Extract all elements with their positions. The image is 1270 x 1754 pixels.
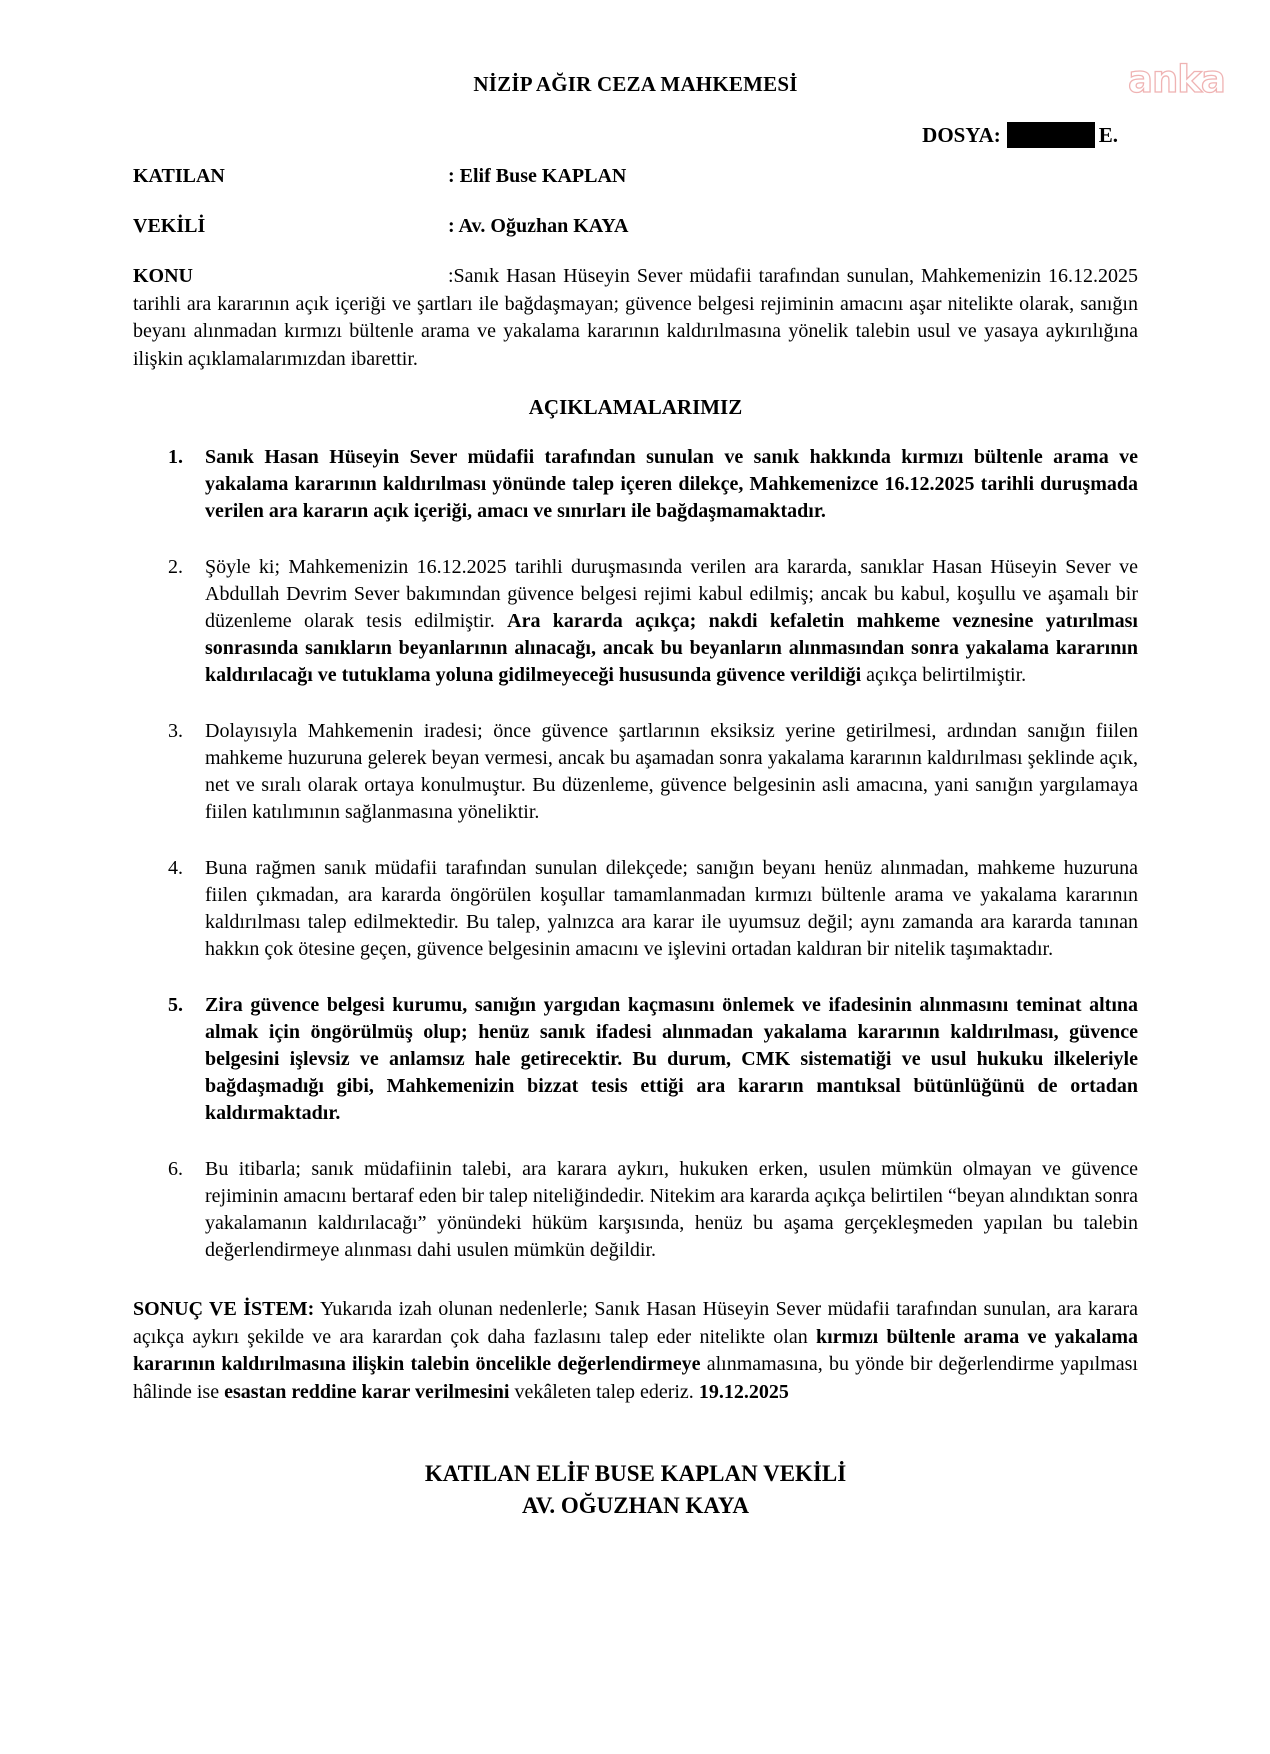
conclusion-paragraph: SONUÇ VE İSTEM: Yukarıda izah olunan nedenlerle; Sanık Hasan Hüseyin Sever müdafii tarafından sunulan, ara karara açıkça aykırı şekilde ve ara karardan çok daha fazlasını talep eder nitelikte olan kırmızı bültenle arama ve yakalama kararının kaldırılmasına ilişkin talebin öncelikle değerlendirmeye alınmamasına, bu yönde bir değerlendirme yapılması hâlinde ise esastan reddine karar verilmesini vekâleten talep ederiz. 19.12.2025	[133, 1298, 1139, 1403]
list-item-number: 6.	[168, 1158, 183, 1180]
list-item-number: 4.	[168, 857, 183, 879]
vekili-row	[133, 213, 1138, 240]
katilan-row	[133, 163, 1138, 190]
list-item-text: Zira güvence belgesi kurumu, sanığın yargıdan kaçmasını önlemek ve ifadesinin alınmasını teminat altına almak için öngörülmüş olup; henüz sanık ifadesi alınmadan yakalama kararının kaldırılması, güvence belgesini işlevsiz ve anlamsız hale getirecektir. Bu durum, CMK sistematiği ve usul hukuku ilkeleriyle bağdaşmadığı gibi, Mahkemenizin bizzat tesis ettiği ara kararın mantıksal bütünlüğünü de ortadan kaldırmaktadır.	[205, 994, 1138, 1124]
list-item-text: Bu itibarla; sanık müdafiinin talebi, ara karara aykırı, hukuken erken, usulen mümkün olmayan ve güvence rejiminin amacını bertaraf eden bir talep niteliğindedir. Nitekim ara kararda açıkça belirtilen “beyan alındıktan sonra yakalamanın kaldırılacağı” yönündeki hüküm karşısında, henüz bu aşama gerçekleşmeden yapılan bu talebin değerlendirmeye alınması dahi usulen mümkün değildir.	[205, 1158, 1138, 1261]
konu-label: KONU	[133, 265, 193, 287]
list-item-number: 5.	[168, 994, 183, 1016]
list-item-text: Sanık Hasan Hüseyin Sever müdafii tarafından sunulan ve sanık hakkında kırmızı bültenle arama ve yakalama kararının kaldırılması yönünde talep içeren dilekçe, Mahkemenizce 16.12.2025 tarihli duruşmada verilen ara kararın açık içeriği, amacı ve sınırları ile bağdaşmamaktadır.	[205, 446, 1138, 522]
list-item-number: 1.	[168, 446, 183, 468]
explanations-heading: AÇIKLAMALARIMIZ	[528, 395, 743, 419]
signature-line-2: AV. OĞUZHAN KAYA	[522, 1493, 749, 1518]
list-item-text: Buna rağmen sanık müdafii tarafından sunulan dilekçede; sanığın beyanı henüz alınmadan, mahkeme huzuruna fiilen çıkmadan, ara kararda öngörülen koşullar tamamlanmadan kırmızı bültenle arama ve yakalama kararının kaldırılması talep edilmektedir. Bu talep, yalnızca ara karar ile uyumsuz değil; aynı zamanda ara kararda tanınan hakkın çok ötesine geçen, güvence belgesinin amacını ve işlevini ortadan kaldıran bir nitelik taşımaktadır.	[205, 857, 1138, 960]
list-item-number: 2.	[168, 556, 183, 578]
case-number-line	[133, 121, 1138, 149]
explanation-list	[133, 444, 1138, 1264]
list-item	[133, 718, 1138, 826]
konu-value: :Sanık Hasan Hüseyin Sever müdafii tarafından sunulan, Mahkemenizin 16.12.2025 tarihli ara kararının açık içeriği ve şartları ile bağdaşmayan; güvence belgesi rejiminin amacını aşar nitelikte olarak, sanığın beyanı alınmadan kırmızı bültenle arama ve yakalama kararının kaldırılmasına yönelik talebin usul ve yasaya aykırılığına ilişkin açıklamalarımızdan ibarettir.	[133, 265, 1138, 370]
anka-watermark: anka	[1128, 58, 1225, 101]
court-title: NİZİP AĞIR CEZA MAHKEMESİ	[473, 72, 798, 96]
dosya-suffix: E.	[1098, 123, 1118, 147]
list-item-number: 3.	[168, 720, 183, 742]
list-item	[133, 554, 1138, 689]
vekili-label: VEKİLİ	[133, 215, 206, 237]
list-item-text: Dolayısıyla Mahkemenin iradesi; önce güvence şartlarının eksiksiz yerine getirilmesi, ardından sanığın fiilen mahkeme huzuruna gelerek beyan vermesi, ancak bu aşamadan sonra yakalama kararının kaldırılması şeklinde açık, net ve sıralı olarak ortaya konulmuştur. Bu düzenleme, güvence belgesinin asli amacına, yani sanığın yargılamaya fiilen katılımının sağlanmasına yöneliktir.	[205, 720, 1138, 823]
list-item-text: Şöyle ki; Mahkemenizin 16.12.2025 tarihli duruşmasında verilen ara kararda, sanıklar Hasan Hüseyin Sever ve Abdullah Devrim Sever bakımından güvence belgesi rejimi kabul edilmiş; ancak bu kabul, koşullu ve aşamalı bir düzenleme olarak tesis edilmiştir. Ara kararda açıkça; nakdi kefaletin mahkeme veznesine yatırılması sonrasında sanıkların beyanlarının alınacağı, ancak bu beyanların alınmasından sonra yakalama kararının kaldırılacağı ve tutuklama yoluna gidilmeyeceği hususunda güvence verildiği açıkça belirtilmiştir.	[205, 556, 1138, 686]
redaction-box	[1007, 122, 1095, 148]
katilan-value: : Elif Buse KAPLAN	[448, 165, 627, 187]
list-item	[133, 1156, 1138, 1264]
list-item	[133, 992, 1138, 1127]
signature-block	[133, 1458, 1138, 1522]
konu-paragraph	[133, 263, 1138, 373]
list-item	[133, 855, 1138, 963]
dosya-label: DOSYA:	[922, 123, 1001, 147]
vekili-value: : Av. Oğuzhan KAYA	[448, 215, 629, 237]
list-item	[133, 444, 1138, 525]
signature-line-1: KATILAN ELİF BUSE KAPLAN VEKİLİ	[424, 1461, 847, 1486]
katilan-label: KATILAN	[133, 165, 225, 187]
